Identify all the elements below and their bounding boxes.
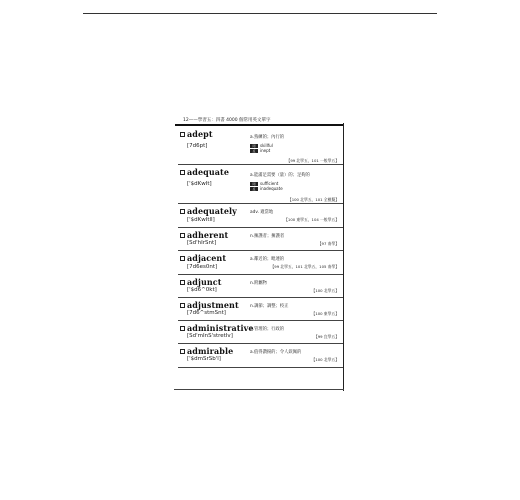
entry-pos: a.能滿足需要（量）的；足夠的 — [250, 173, 310, 178]
entry-word: adequately — [187, 206, 237, 216]
antonym-tag: 反 — [250, 187, 258, 191]
entry-pos: a.熟練的；內行的 — [250, 135, 285, 140]
entry-source: 【97 南學】 — [317, 241, 339, 246]
entry-pos: n.附屬物 — [250, 281, 267, 286]
entry-phonetic: [Sd'mInS'stretIv] — [187, 333, 233, 339]
entry-pos: a.管理的；行政的 — [250, 327, 285, 332]
entry-pos: a.值得讚揚的；令人欽佩的 — [250, 350, 302, 355]
entry-source: 【100 東學五】 — [311, 311, 339, 316]
entry-admirable — [178, 345, 343, 368]
entry-source: 【99 北學五，101 北學五，105 南學】 — [270, 264, 339, 269]
header-rule — [175, 124, 343, 126]
entry-source: 【99 北學五，101 一般學五】 — [286, 158, 339, 163]
entry-divider — [178, 297, 343, 298]
entry-source: 【99 宜學五】 — [313, 334, 339, 339]
entry-phonetic: ['$dKwIt] — [187, 181, 212, 187]
synonym-tag: 同 — [250, 144, 258, 148]
checkbox[interactable] — [180, 303, 185, 308]
entry-source: 【100 北學五，101 全模擬】 — [287, 197, 339, 202]
entry-word: adequate — [187, 167, 230, 177]
checkbox[interactable] — [180, 280, 185, 285]
entry-administrative — [178, 322, 343, 344]
entry-pos: n.調節；調整；校正 — [250, 304, 289, 309]
entry-adept — [178, 128, 343, 165]
synonym: sufficient — [260, 181, 279, 186]
checkbox[interactable] — [180, 170, 185, 175]
checkbox[interactable] — [180, 326, 185, 331]
entry-word: administrative — [187, 323, 254, 333]
entry-pos: n.擁護者；擁護者 — [250, 234, 285, 239]
entry-divider — [178, 227, 343, 228]
entry-adequately — [178, 205, 343, 228]
entry-word: adjunct — [187, 277, 222, 287]
entry-phonetic: [7d6es0nt] — [187, 264, 218, 270]
entry-phonetic: [7d6^stmSnt] — [187, 310, 226, 316]
entry-adherent — [178, 229, 343, 251]
page-header — [183, 117, 343, 123]
entry-phonetic: ['$dmSrSb'l] — [187, 356, 221, 362]
checkbox[interactable] — [180, 233, 185, 238]
entry-pos: a.鄰近的；毗連的 — [250, 257, 285, 262]
antonym: inept — [260, 148, 271, 153]
entry-word: adept — [187, 129, 213, 139]
right-border — [343, 123, 344, 391]
entry-pos: adv. 適當地 — [250, 210, 274, 215]
entry-phonetic: [7d6pt] — [187, 143, 208, 149]
checkbox[interactable] — [180, 209, 185, 214]
entry-divider — [178, 367, 343, 368]
entry-word: adjustment — [187, 300, 239, 310]
entry-divider — [178, 343, 343, 344]
entry-phonetic: ['$d6^0kt] — [187, 287, 217, 293]
entry-source: 【100 東學五，104 一般學五】 — [284, 217, 339, 222]
entry-phonetic: [Sd'hIrSnt] — [187, 240, 217, 246]
entry-synonyms — [250, 181, 283, 191]
entry-synonyms — [250, 143, 273, 153]
synonym-tag: 同 — [250, 182, 258, 186]
entry-word: adherent — [187, 230, 229, 240]
entry-adjunct — [178, 276, 343, 298]
checkbox[interactable] — [180, 132, 185, 137]
entry-adjacent — [178, 252, 343, 275]
entry-word: adjacent — [187, 253, 227, 263]
entry-source: 【100 北學五】 — [311, 288, 339, 293]
synonym: skillful — [260, 143, 273, 148]
antonym-tag: 反 — [250, 149, 258, 153]
bottom-rule — [174, 389, 344, 390]
top-rule — [83, 13, 437, 14]
header-text: 12——學習五：四書 4000 個常用英文單字 — [183, 118, 271, 123]
entry-divider — [178, 164, 343, 165]
checkbox[interactable] — [180, 349, 185, 354]
entry-phonetic: ['$dKwItlI] — [187, 217, 215, 223]
entry-adjustment — [178, 299, 343, 321]
antonym: inadequate — [260, 186, 283, 191]
entry-divider — [178, 203, 343, 204]
entry-source: 【100 北學五】 — [311, 357, 339, 362]
checkbox[interactable] — [180, 256, 185, 261]
entry-divider — [178, 250, 343, 251]
entry-divider — [178, 274, 343, 275]
entry-word: admirable — [187, 346, 234, 356]
entry-adequate — [178, 166, 343, 204]
entry-divider — [178, 320, 343, 321]
